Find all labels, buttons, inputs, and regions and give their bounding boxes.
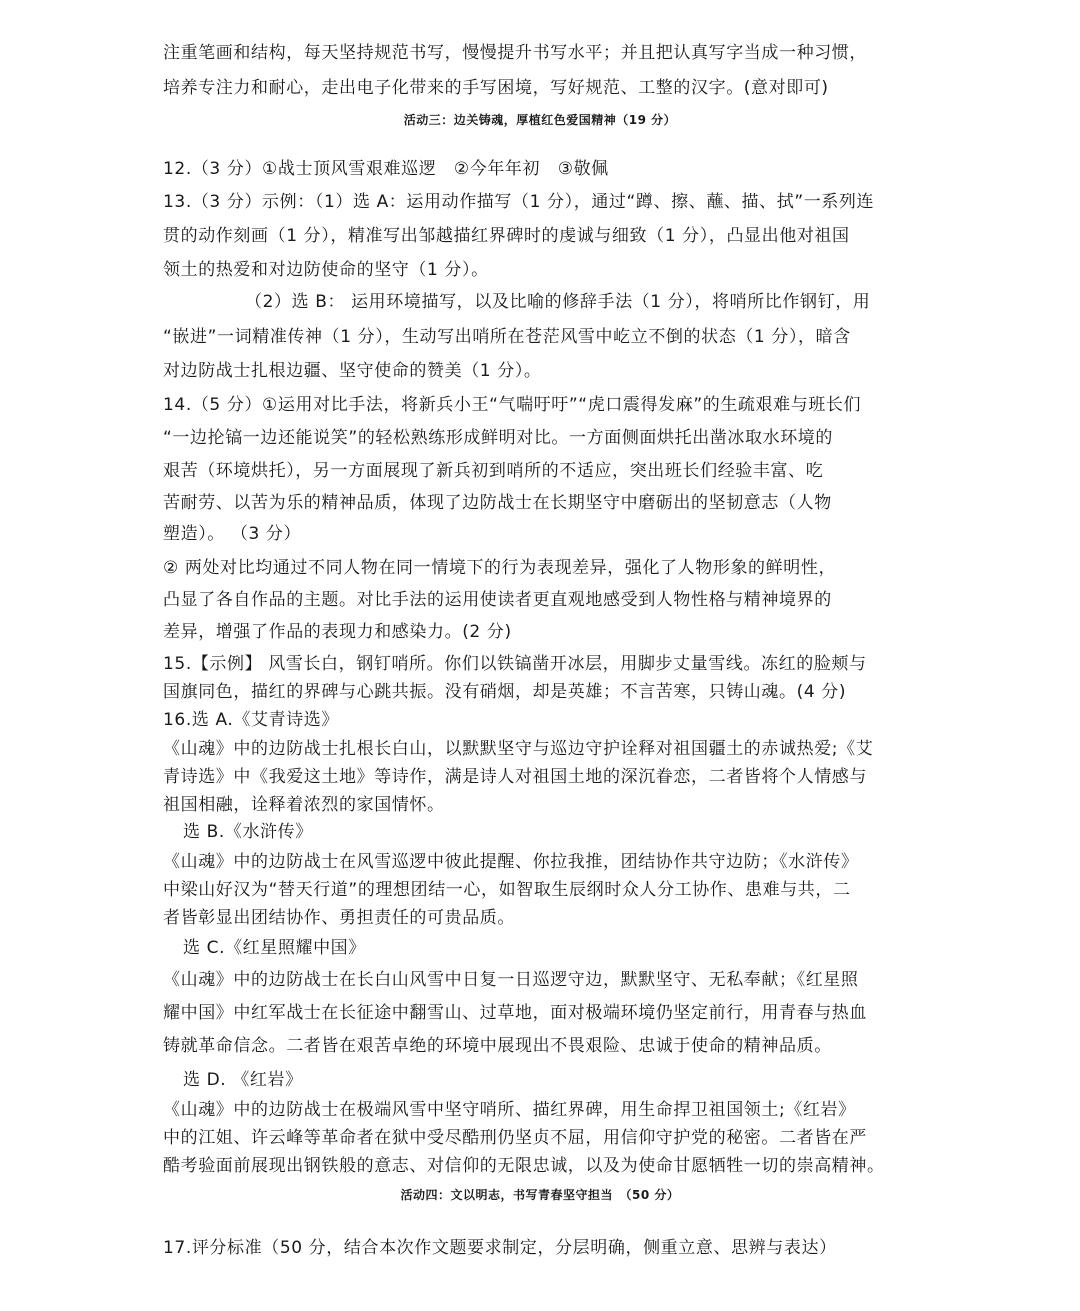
question-12: 12.（3 分）①战士顶风雪艰难巡逻 ②今年年初 ③敬佩 [163,159,609,179]
question-16-a-line-1: 《山魂》中的边防战士扎根长白山，以默默坚守与巡边守护诠释对祖国疆土的赤诚热爱;《艾 [163,739,874,759]
question-14-line-2: “一边抡镐一边还能说笑”的轻松熟练形成鲜明对比。一方面侧面烘托出凿冰取水环境的 [163,428,834,448]
question-16-b-title: 选 B.《水浒传》 [183,822,313,842]
question-13-line-5: “嵌进”一词精准传神（1 分），生动写出哨所在苍茫风雪中屹立不倒的状态（1 分），暗含 [163,327,851,347]
question-13-line-1: 13.（3 分）示例：（1）选 A：运用动作描写（1 分），通过“蹲、擦、蘸、描、拭”一系列连 [163,192,875,212]
question-14-line-3: 艰苦（环境烘托），另一方面展现了新兵初到哨所的不适应，突出班长们经验丰富、吃 [163,461,824,481]
question-16-a-line-2: 青诗选》中《我爱这土地》等诗作，满是诗人对祖国土地的深沉眷恋，二者皆将个人情感与 [163,767,867,787]
question-14-line-4: 苦耐劳、以苦为乐的精神品质，体现了边防战士在长期坚守中磨砺出的坚韧意志（人物 [163,493,832,513]
activity-4-heading: 活动四：文以明志，书写青春坚守担当 （50 分） [400,1188,680,1202]
question-16-d-line-3: 酷考验面前展现出钢铁般的意志、对信仰的无限忠诚，以及为使命甘愿牺牲一切的崇高精神。 [163,1156,885,1176]
question-14-line-6: ② 两处对比均通过不同人物在同一情境下的行为表现差异，强化了人物形象的鲜明性， [163,558,837,578]
question-13-line-2: 贯的动作刻画（1 分），精准写出邹越描红界碑时的虔诚与细致（1 分），凸显出他对祖国 [163,226,850,246]
question-14-line-7: 凸显了各自作品的主题。对比手法的运用使读者更直观地感受到人物性格与精神境界的 [163,590,832,610]
question-13-line-6: 对边防战士扎根边疆、坚守使命的赞美（1 分）。 [163,361,542,381]
question-16-d-line-1: 《山魂》中的边防战士在极端风雪中坚守哨所、描红界碑，用生命捍卫祖国领土;《红岩》 [163,1100,856,1120]
intro-line-2: 培养专注力和耐心，走出电子化带来的手写困境，写好规范、工整的汉字。(意对即可) [163,78,829,98]
question-16-d-line-2: 中的江姐、许云峰等革命者在狱中受尽酷刑仍坚贞不屈，用信仰守护党的秘密。二者皆在严 [163,1128,867,1148]
question-14-line-5: 塑造）。 （3 分） [163,524,302,544]
question-15-line-1: 15.【示例】 风雪长白，钢钉哨所。你们以铁镐凿开冰层，用脚步丈量雪线。冻红的脸颊与 [163,654,867,674]
question-16-c-line-1: 《山魂》中的边防战士在长白山风雪中日复一日巡逻守边，默默坚守、无私奉献；《红星照 [163,970,859,990]
question-16-c-line-3: 铸就革命信念。二者皆在艰苦卓绝的环境中展现出不畏艰险、忠诚于使命的精神品质。 [163,1036,832,1056]
question-14-line-8: 差异，增强了作品的表现力和感染力。(2 分) [163,622,512,642]
question-13-line-4: （2）选 B： 运用环境描写，以及比喻的修辞手法（1 分），将哨所比作钢钉，用 [245,292,871,312]
question-16-a-line-3: 祖国相融，诠释着浓烈的家国情怀。 [163,795,445,815]
question-17: 17.评分标准（50 分，结合本次作文题要求制定，分层明确，侧重立意、思辨与表达） [163,1238,837,1258]
question-13-line-3: 领土的热爱和对边防使命的坚守（1 分）。 [163,260,489,280]
question-15-line-2: 国旗同色，描红的界碑与心跳共振。没有硝烟，却是英雄；不言苦寒，只铸山魂。(4 分) [163,682,847,702]
activity-3-heading: 活动三：边关铸魂，厚植红色爱国精神（19 分） [403,113,677,127]
question-14-line-1: 14.（5 分）①运用对比手法，将新兵小王“气喘吁吁”“虎口震得发麻”的生疏艰难与班长们 [163,395,862,415]
question-16-b-line-1: 《山魂》中的边防战士在风雪巡逻中彼此提醒、你拉我推，团结协作共守边防；《水浒传》 [163,852,859,872]
question-16-d-title: 选 D. 《红岩》 [183,1070,303,1090]
intro-line-1: 注重笔画和结构，每天坚持规范书写，慢慢提升书写水平；并且把认真写字当成一种习惯， [163,43,867,63]
question-16-c-line-2: 耀中国》中红军战士在长征途中翻雪山、过草地，面对极端环境仍坚定前行，用青春与热血 [163,1003,867,1023]
question-16-title: 16.选 A.《艾青诗选》 [163,710,339,730]
question-16-b-line-2: 中梁山好汉为“替天行道”的理想团结一心，如智取生辰纲时众人分工协作、患难与共，二 [163,880,851,900]
question-16-c-title: 选 C.《红星照耀中国》 [183,938,366,958]
question-16-b-line-3: 者皆彰显出团结协作、勇担责任的可贵品质。 [163,908,515,928]
